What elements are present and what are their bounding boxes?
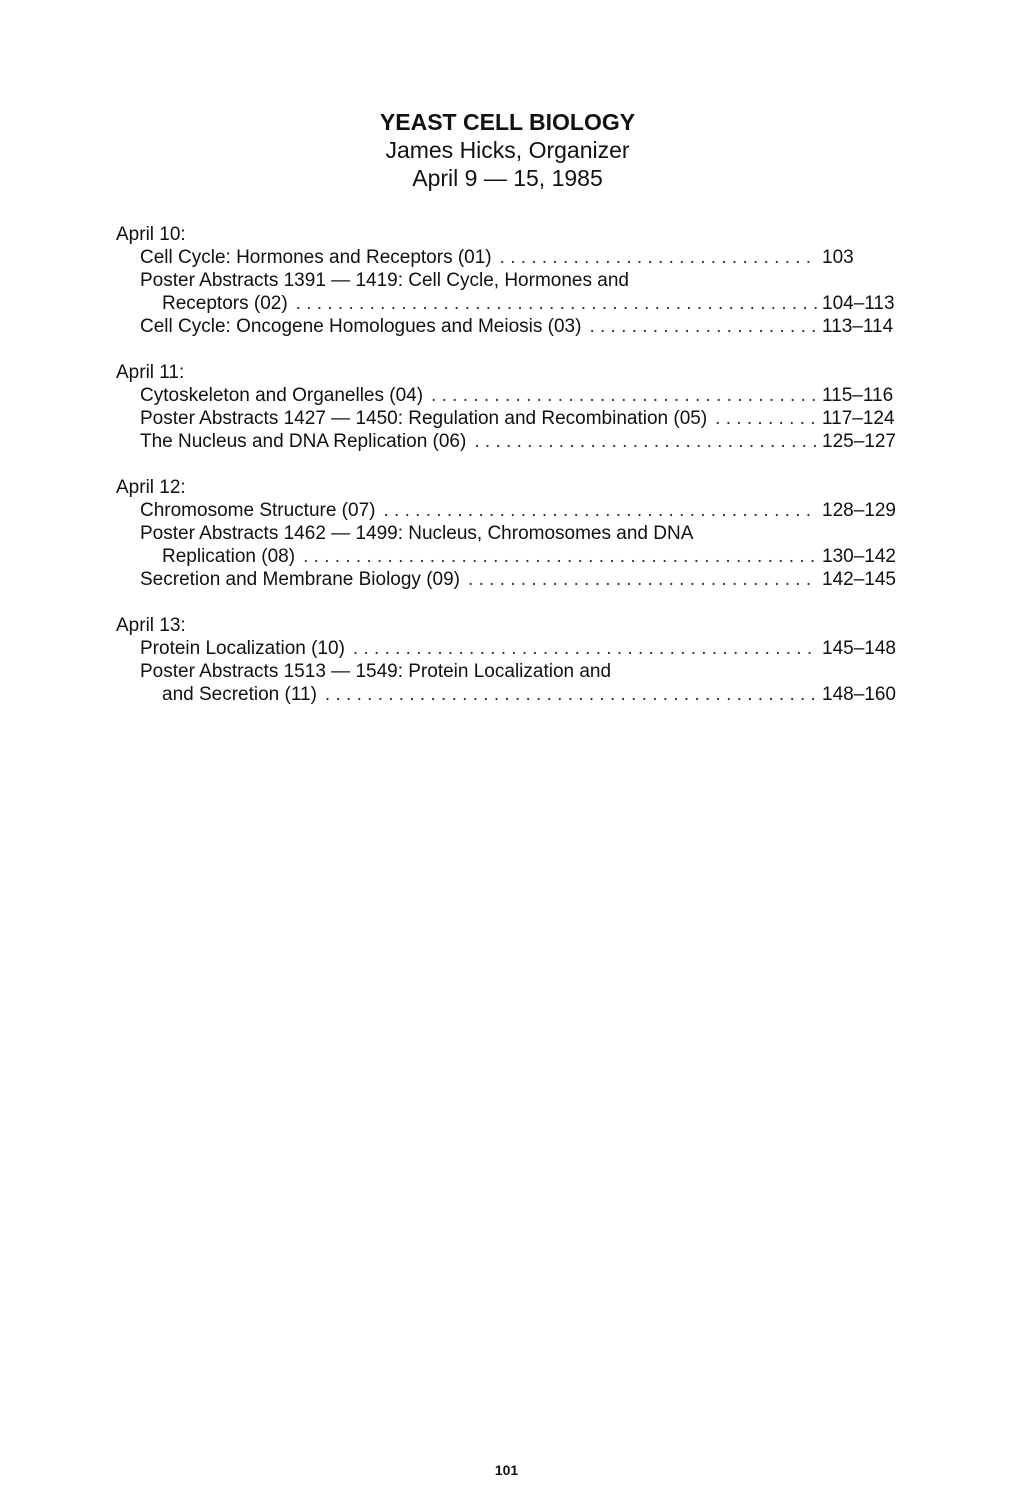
entry-title-continued: Receptors (02) — [162, 293, 288, 314]
toc-entry — [116, 522, 902, 545]
toc-entry — [116, 430, 902, 453]
toc-entry — [116, 384, 902, 407]
dot-leader — [383, 499, 818, 522]
entry-pages: 130–142 — [822, 546, 896, 567]
toc-entry-continuation — [116, 292, 902, 315]
day-label: April 13: — [116, 615, 186, 636]
day-section-april-12 — [116, 476, 902, 591]
entry-title: The Nucleus and DNA Replication (06) — [140, 431, 467, 452]
entry-pages: 103 — [822, 247, 854, 268]
toc-entry — [116, 269, 902, 292]
entry-title: Cell Cycle: Oncogene Homologues and Meiosis (03) — [140, 316, 582, 337]
table-of-contents — [116, 223, 902, 729]
entry-title: Poster Abstracts 1427 — 1450: Regulation and Recombination (05) — [140, 408, 708, 429]
entry-title-continued: and Secretion (11) — [162, 684, 317, 705]
organizer-line: James Hicks, Organizer — [385, 137, 630, 163]
entry-title: Cell Cycle: Hormones and Receptors (01) — [140, 247, 492, 268]
day-label: April 10: — [116, 224, 186, 245]
entry-title: Protein Localization (10) — [140, 638, 345, 659]
day-section-april-11 — [116, 361, 902, 453]
toc-entry — [116, 637, 902, 660]
day-section-april-10 — [116, 223, 902, 338]
entry-pages: 115–116 — [822, 385, 894, 406]
entry-title: Chromosome Structure (07) — [140, 500, 376, 521]
dot-leader — [325, 683, 818, 706]
toc-entry — [116, 660, 902, 683]
toc-entry — [116, 407, 902, 430]
dot-leader — [431, 384, 818, 407]
day-label: April 12: — [116, 477, 186, 498]
toc-entry — [116, 315, 902, 338]
document-header — [0, 108, 1013, 192]
entry-title-continued: Replication (08) — [162, 546, 296, 567]
day-section-april-13 — [116, 614, 902, 706]
entry-title: Cytoskeleton and Organelles (04) — [140, 385, 424, 406]
entry-title: Poster Abstracts 1513 — 1549: Protein Localization and — [140, 661, 612, 682]
day-label: April 11: — [116, 362, 185, 383]
dot-leader — [468, 568, 818, 591]
dot-leader — [474, 430, 818, 453]
entry-title: Poster Abstracts 1462 — 1499: Nucleus, Chromosomes and DNA — [140, 523, 694, 544]
page-number: 101 — [494, 1462, 519, 1478]
entry-title: Poster Abstracts 1391 — 1419: Cell Cycle, Hormones and — [140, 270, 629, 291]
toc-entry-continuation — [116, 683, 902, 706]
dot-leader — [589, 315, 818, 338]
dot-leader — [353, 637, 818, 660]
toc-entry-continuation — [116, 545, 902, 568]
document-title: YEAST CELL BIOLOGY — [379, 109, 636, 135]
toc-entry — [116, 568, 902, 591]
entry-pages: 113–114 — [822, 316, 894, 337]
entry-title: Secretion and Membrane Biology (09) — [140, 569, 461, 590]
entry-pages: 128–129 — [822, 500, 896, 521]
entry-pages: 125–127 — [822, 431, 896, 452]
entry-pages: 145–148 — [822, 638, 896, 659]
toc-entry — [116, 246, 902, 269]
entry-pages: 148–160 — [822, 684, 896, 705]
entry-pages: 142–145 — [822, 569, 896, 590]
dot-leader — [303, 545, 818, 568]
dot-leader — [500, 246, 818, 269]
dot-leader — [296, 292, 818, 315]
entry-pages: 104–113 — [822, 293, 895, 314]
toc-entry — [116, 499, 902, 522]
dot-leader — [715, 407, 818, 430]
entry-pages: 117–124 — [822, 408, 895, 429]
date-range: April 9 — 15, 1985 — [412, 165, 603, 191]
